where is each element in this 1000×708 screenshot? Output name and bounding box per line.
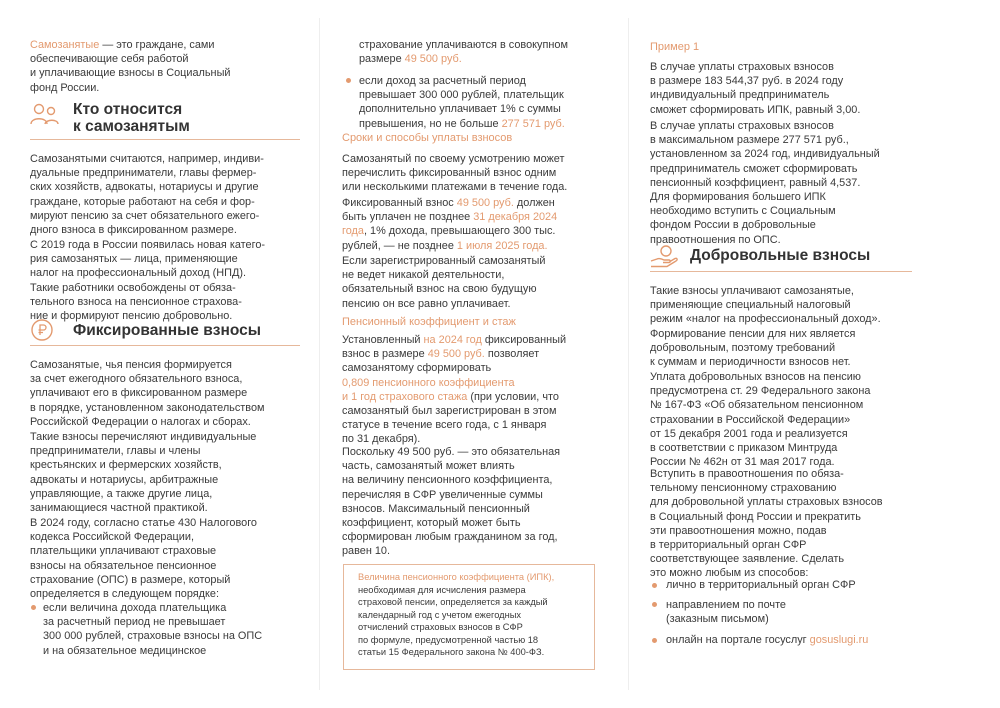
text-line: уплачивают его в фиксированном размере: [30, 387, 248, 400]
text-line: Если зарегистрированный самозанятый: [342, 255, 546, 267]
who-paragraph-1: [30, 152, 264, 237]
way-item-3: онлайн на портале госуслуг gosuslugi.ru: [652, 633, 868, 647]
text-line: соответствующее заявление. Сделать: [650, 553, 845, 566]
voluntary-paragraph-1: [650, 284, 881, 369]
text-line: добровольным, поэтому требований: [650, 341, 836, 354]
bullet-item-2: если доход за расчетный период превышает 300 000 рублей, плательщик дополнительно уплачивает 1% с суммы превышения, но не больше 277 571 руб.: [346, 74, 565, 131]
fixed-paragraph-2: [30, 430, 256, 515]
text-line: в Социальный фонд России и прекратить: [650, 510, 861, 523]
text-line: Российской Федерации о налогах и сборах.: [30, 415, 251, 428]
text-line: взносы на обязательное пенсионное: [30, 559, 217, 572]
text-line: эти правоотношения можно, подав: [650, 524, 827, 537]
text-line: страховании в Российской Федерации»: [650, 413, 851, 426]
who-section-title: Кто относится к самозанятым: [73, 101, 190, 135]
bullet-item-1-continued: страхование уплачиваются в совокупном размере 49 500 руб.: [359, 39, 568, 66]
coefficient-paragraph-1: Установленный на 2024 год фиксированный взнос в размере 49 500 руб. позволяет самозанятому сформировать 0,809 пенсионного коэффициента и 1 год страхового стажа (при условии, что самозанятый был зарегистрирован в этом статусе в течение всего года, с 1 января по 31 декабря).: [342, 334, 567, 446]
amount-277571: 277 571 руб.: [501, 117, 565, 130]
text-line: Такие взносы перечисляют индивидуальные: [30, 431, 257, 443]
voluntary-paragraph-3: [650, 467, 883, 581]
text-line: перечислить фиксированный взнос одним: [342, 167, 557, 180]
text-line: Формирование пенсии для них является: [650, 327, 856, 340]
text-line: Такие взносы уплачивают самозанятые,: [650, 285, 854, 297]
ipk-box-title: Величина пенсионного коэффициента (ИПК),: [358, 572, 555, 582]
text-line: пенсию он все равно уплачивает.: [342, 297, 511, 310]
text-line: пенсионный коэффициент, равный 4,537.: [650, 176, 861, 189]
coefficient-subtitle: Пенсионный коэффициент и стаж: [342, 316, 516, 328]
text-line: отчислений страховых взносов в СФР: [358, 622, 523, 632]
panel-divider-right: [628, 18, 629, 690]
bullet-dot: [346, 78, 351, 83]
fixed-section-title: Фиксированные взносы: [73, 322, 261, 339]
bullet-item-1: [30, 601, 262, 658]
text-line: дополнительно уплачивает 1% с суммы: [359, 103, 561, 116]
text-line: ских хозяйств, адвокаты, нотариусы и другие: [30, 181, 259, 194]
way-item-2: направлением по почте (заказным письмом): [652, 598, 786, 626]
text-line: в размере 183 544,37 руб. в 2024 году: [650, 75, 844, 88]
text-line: от 15 декабря 2001 года и реализуется: [650, 427, 848, 440]
bullet-dot: [652, 638, 657, 643]
text-line: С 2019 года в России появилась новая катего-: [30, 239, 266, 251]
text-line: страховой пенсии, определяется за каждый: [358, 597, 548, 607]
panel-divider-left: [319, 18, 320, 690]
text-line: в максимальном размере 277 571 руб.,: [650, 134, 849, 147]
terms-paragraph-1: [342, 152, 567, 195]
fixed-title-rule: [30, 345, 300, 346]
text-line: по 31 декабря).: [342, 433, 421, 446]
voluntary-section-title: Добровольные взносы: [690, 247, 871, 264]
voluntary-title-rule: [650, 271, 912, 272]
text-line: к суммам и периодичности взносов нет.: [650, 356, 851, 369]
text-line: № 167-ФЗ «Об обязательном пенсионном: [650, 399, 864, 412]
text-line: занимающиеся частной практикой.: [30, 502, 208, 515]
text-line: равен 10.: [342, 545, 391, 558]
text-line: страхование (ОПС) в размере, который: [30, 573, 231, 586]
bullet-dot: [652, 602, 657, 607]
ruble-coin-icon: [30, 318, 54, 342]
text-line: если величина дохода плательщика: [43, 602, 227, 614]
text-line: В случае уплаты страховых взносов: [650, 120, 834, 132]
text-line: сформирован любым гражданином за год,: [342, 531, 558, 544]
text-line: или несколькими платежами в течение года.: [342, 181, 568, 194]
text-line: крестьянских и фермерских хозяйств,: [30, 459, 222, 472]
example-subtitle: Пример 1: [650, 41, 700, 53]
terms-paragraph-2: Фиксированный взнос 49 500 руб. должен быть уплачен не позднее 31 декабря 2024 года, 1% дохода, превышающего 300 тыс. рублей, — не позднее 1 июля 2025 года.: [342, 197, 558, 252]
text-line: тельному пенсионному страхованию: [650, 482, 837, 495]
text-line: В 2024 году, согласно статье 430 Налогового: [30, 517, 257, 529]
text-line: Такие работники освобождены от обяза-: [30, 281, 236, 294]
text-line: 300 000 рублей, страховые взносы на ОПС: [43, 630, 263, 643]
text-line: и на обязательное медицинское: [43, 644, 207, 657]
text-line: налог на профессиональный доход (НПД).: [30, 267, 246, 280]
text-line: за счет ежегодного обязательного взноса,: [30, 373, 243, 386]
text-line: режим «налог на профессиональный доход».: [650, 313, 881, 326]
text-line: фондом России в добровольные: [650, 219, 816, 232]
text-line: самозанятый был зарегистрирован в этом: [342, 405, 557, 418]
text-line: для добровольной уплаты страховых взносов: [650, 496, 883, 509]
fixed-paragraph-1: [30, 358, 264, 429]
text-line: мируют пенсию за счет обязательного ежего-: [30, 209, 260, 222]
example-paragraph-2: [650, 119, 880, 247]
text-line: Самозанятыми считаются, например, индиви-: [30, 153, 264, 165]
amount-49500: 49 500 руб.: [404, 53, 462, 66]
text-line: Уплата добровольных взносов на пенсию: [650, 371, 861, 383]
text-line: правоотношения по ОПС.: [650, 233, 781, 246]
text-line: индивидуальный предприниматель: [650, 89, 830, 102]
text-line: статусе в течение всего года, с 1 января: [342, 419, 547, 432]
gosuslugi-link[interactable]: gosuslugi.ru: [809, 634, 869, 646]
terms-subtitle: Сроки и способы уплаты взносов: [342, 132, 513, 144]
fixed-paragraph-3: [30, 516, 257, 601]
text-line: плательщики уплачивают страховые: [30, 545, 217, 558]
text-line: в территориальный орган СФР: [650, 539, 807, 552]
text-line: Поскольку 49 500 руб. — это обязательная: [342, 446, 561, 458]
text-line: предприниматели, главы и члены: [30, 445, 201, 458]
text-line: применяющие специальный налоговый: [650, 299, 851, 312]
text-line: не ведет никакой деятельности,: [342, 269, 505, 282]
intro-term: Самозанятые: [30, 39, 100, 51]
text-line: предусмотрена ст. 29 Федерального закона: [650, 385, 871, 398]
text-line: дуальные предприниматели, главы фермер-: [30, 167, 257, 180]
text-line: кодекса Российской Федерации,: [30, 531, 194, 544]
text-line: календарный год с учетом ежегодных: [358, 609, 522, 620]
text-line: коэффициент, который может быть: [342, 517, 521, 530]
people-icon: [30, 102, 60, 128]
text-line: взносов. Максимальный пенсионный: [342, 502, 530, 515]
text-line: граждане, которые работают на себя и фор-: [30, 195, 255, 208]
hand-coin-icon: [650, 244, 678, 270]
text-line: России № 462н от 31 мая 2017 года.: [650, 456, 835, 469]
text-line: тельного взноса на пенсионное страхова-: [30, 295, 242, 308]
ipk-info-box: [343, 564, 595, 670]
text-line: рия самозанятых — лица, применяющие: [30, 253, 238, 266]
voluntary-paragraph-2: [650, 370, 870, 469]
text-line: в соответствии с приказом Минтруда: [650, 442, 838, 455]
text-line: необходимо вступить с Социальным: [650, 205, 836, 218]
coefficient-paragraph-2: [342, 445, 560, 559]
terms-paragraph-3: [342, 254, 545, 311]
text-line: ние и формируют пенсию добровольно.: [30, 310, 233, 323]
text-line: по формуле, предусмотренной частью 18: [358, 634, 539, 645]
text-line: определяется в следующем порядке:: [30, 588, 219, 601]
bullet-dot: [31, 605, 36, 610]
text-line: управляющие, а также другие лица,: [30, 487, 213, 500]
text-line: статьи 15 Федерального закона № 400-ФЗ.: [358, 647, 545, 657]
way-item-1: лично в территориальный орган СФР: [652, 578, 856, 592]
text-line: часть, самозанятый может влиять: [342, 460, 515, 473]
example-paragraph-1: [650, 60, 860, 117]
text-line: предприниматель сможет сформировать: [650, 162, 858, 175]
text-line: перечисляя в СФР увеличенные суммы: [342, 488, 543, 501]
who-title-rule: [30, 139, 300, 140]
bullet-dot: [652, 583, 657, 588]
text-line: установленном за 2024 год, индивидуальный: [650, 148, 880, 161]
text-line: на величину пенсионного коэффициента,: [342, 474, 553, 487]
text-line: обязательный взнос на свою будущую: [342, 283, 537, 296]
text-line: за расчетный период не превышает: [43, 616, 226, 629]
text-line: Вступить в правоотношения по обяза-: [650, 468, 844, 480]
text-line: дного взноса в фиксированном размере.: [30, 224, 237, 237]
text-line: в порядке, установленном законодательством: [30, 401, 265, 414]
text-line: если доход за расчетный период: [359, 75, 526, 87]
text-line: В случае уплаты страховых взносов: [650, 61, 834, 73]
text-line: адвокаты и нотариусы, арбитражные: [30, 473, 219, 486]
text-line: Для формирования большего ИПК: [650, 191, 826, 204]
text-line: превышает 300 000 рублей, плательщик: [359, 89, 564, 102]
text-line: Самозанятые, чья пенсия формируется: [30, 359, 232, 371]
text-line: это можно любым из способов:: [650, 567, 809, 580]
text-line: Самозанятый по своему усмотрению может: [342, 153, 565, 165]
text-line: сможет сформировать ИПК, равный 3,00.: [650, 103, 861, 116]
intro-paragraph: Самозанятые — это граждане, сами обеспечивающие себя работой и уплачивающие взносы в Социальный фонд России.: [30, 39, 231, 94]
who-paragraph-2: [30, 238, 265, 323]
text-line: необходимая для исчисления размера: [358, 584, 526, 595]
